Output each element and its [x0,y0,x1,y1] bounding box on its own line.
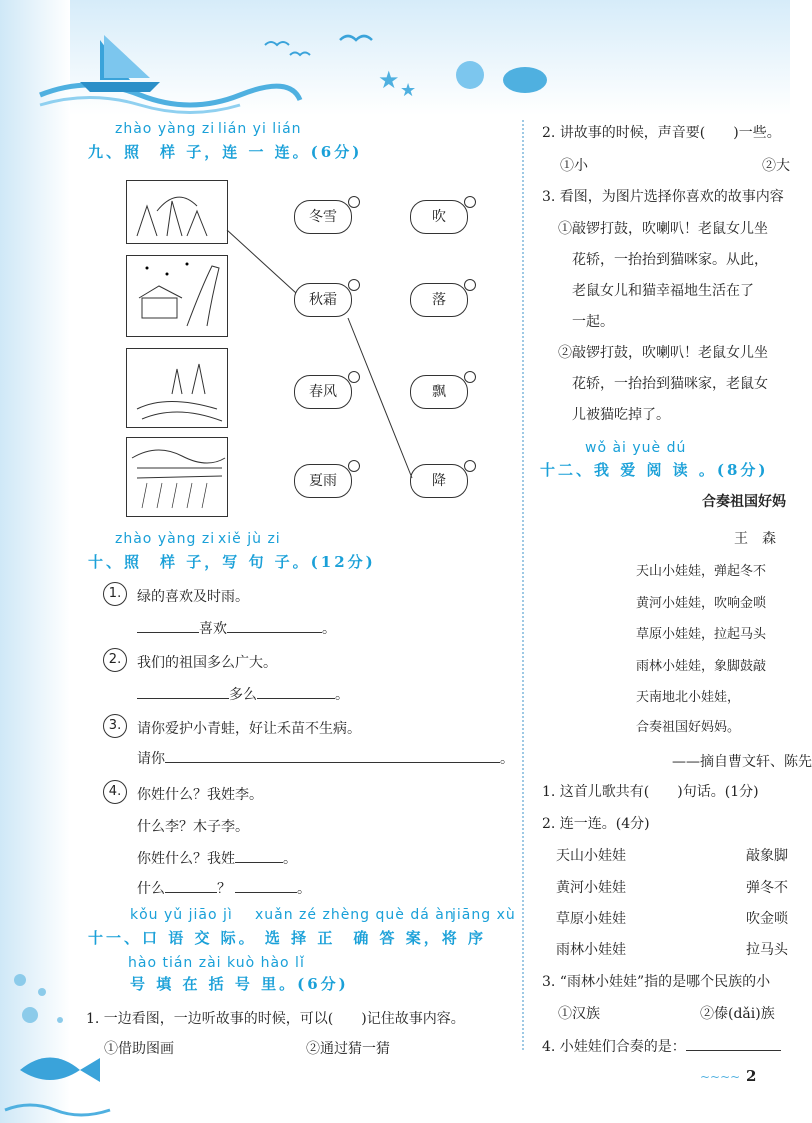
question-mark: ？ [217,881,231,897]
fill-line[interactable]: 什么 ？ 。 [137,881,311,897]
story-option-1-line: 花轿，一抬抬到猫咪家。从此， [572,252,768,268]
sec10-pinyin-1: zhào yàng zi [115,531,216,547]
fill-line[interactable]: 请你 。 [137,751,514,767]
example-sentence: 你姓什么？我姓李。 [137,787,263,803]
fill-line[interactable]: 多么 。 [137,684,349,704]
sec9-pinyin-2: lián yi lián [218,121,302,137]
option-a[interactable]: ①小 [560,158,588,174]
sec9-title: 九、照 样 子，连 一 连。(6分) [88,143,363,161]
sec11-pinyin-3: jiāng xù [452,907,516,923]
reading-question-1: 1. 这首儿歌共有( )句话。(1分) [542,784,759,800]
fill-word: 你姓什么？我姓 [137,851,235,867]
match-right-item[interactable]: 拉马头 [746,942,788,958]
fill-word: 请你 [137,751,165,767]
option-b[interactable]: ②大 [762,158,790,174]
example-sentence: 我们的祖国多么广大。 [137,655,277,671]
poem-line: 雨林小娃娃，象脚鼓敲 [636,659,767,674]
reading-question-2: 2. 连一连。(4分) [542,816,650,832]
story-option-1-line[interactable]: ①敲锣打鼓，吹喇叭！老鼠女儿坐 [558,221,768,237]
sec12-title: 十二、我 爱 阅 读 。(8分) [540,461,769,479]
poem-line: 天山小娃娃，弹起冬不 [636,564,767,579]
question-3: 3. 看图，为图片选择你喜欢的故事内容 [542,189,784,205]
question-1: 1. 一边看图，一边听故事的时候，可以( )记住故事内容。 [86,1011,465,1027]
match-right-item[interactable]: 敲象脚 [746,848,788,864]
sec12-pinyin: wǒ ài yuè dú [585,440,687,456]
word-label: 吹 [432,209,446,225]
item-number: 1. [103,582,127,606]
sec11-pinyin-4: hào tián zài kuò hào lǐ [128,955,305,971]
poem-title: 合奏祖国好妈 [702,494,786,510]
story-option-2-line[interactable]: ②敲锣打鼓，吹喇叭！老鼠女儿坐 [558,345,768,361]
match-right-item[interactable]: 吹金唢 [746,911,788,927]
poem-line: 合奏祖国好妈妈。 [636,720,741,735]
sec10-pinyin-2: xiě jù zi [218,531,281,547]
story-option-2-line: 儿被猫吃掉了。 [572,407,670,423]
sec11-pinyin-2: xuǎn zé zhèng què dá àn [255,907,455,923]
option-b[interactable]: ②傣(dǎi)族 [700,1006,775,1022]
reading-question-3: 3. “雨林小娃娃”指的是哪个民族的小 [542,974,771,990]
match-line [348,318,412,478]
wave-icon: ~~~~ [700,1070,741,1084]
match-line [227,230,296,293]
example-sentence-2: 什么李？木子李。 [137,819,249,835]
word-label: 春风 [309,384,337,400]
sec11-title-b: 号 填 在 括 号 里。(6分) [130,975,349,993]
option-a[interactable]: ①汉族 [558,1006,600,1022]
example-sentence: 请你爱护小青蛙，好让禾苗不生病。 [137,721,361,737]
starfish-icon: ★ [378,66,400,94]
option-b[interactable]: ②通过猜一猜 [306,1041,390,1057]
question-2: 2. 讲故事的时候，声音要( )一些。 [542,125,781,141]
fill-word: 什么 [137,881,165,897]
word-label: 秋霜 [309,292,337,308]
sec10-title: 十、照 样 子，写 句 子。(12分) [88,553,376,571]
word-label: 落 [432,292,446,308]
match-left-item[interactable]: 雨林小娃娃 [556,942,626,958]
page-number: 2 [746,1067,757,1085]
fill-line[interactable]: 你姓什么？我姓 。 [137,851,297,867]
match-left-item[interactable]: 黄河小娃娃 [556,880,626,896]
match-right-item[interactable]: 弹冬不 [746,880,788,896]
fill-word: 喜欢 [199,621,227,637]
item-number: 2. [103,648,127,672]
svg-text:★: ★ [400,80,417,101]
story-option-1-line: 一起。 [572,314,614,330]
match-left-item[interactable]: 天山小娃娃 [556,848,626,864]
poem-source: ——摘自曹文轩、陈先 [672,754,812,770]
item-number: 4. [103,780,127,804]
footer-fish-art [0,960,140,1123]
example-sentence: 绿的喜欢及时雨。 [137,589,249,605]
poem-line: 黄河小娃娃，吹响金唢 [636,596,767,611]
poem-line: 天南地北小娃娃， [636,690,741,705]
fish-icon [20,1058,80,1081]
story-option-2-line: 花轿，一抬抬到猫咪家，老鼠女 [572,376,768,392]
word-label: 夏雨 [309,473,337,489]
poem-author: 王 森 [734,531,776,547]
word-label: 冬雪 [309,209,337,225]
poem-line: 草原小娃娃，拉起马头 [636,627,767,642]
story-option-1-line: 老鼠女儿和猫幸福地生活在了 [572,283,754,299]
sec11-title-a: 十一、口 语 交 际。 选 择 正 确 答 案，将 序 [88,929,487,947]
question-text: 4. 小娃娃们合奏的是： [542,1039,686,1055]
sec11-pinyin-1: kǒu yǔ jiāo jì [130,907,233,923]
fill-line[interactable]: 喜欢 。 [137,618,336,638]
word-label: 飘 [432,384,446,400]
word-label: 降 [432,473,446,489]
sec9-pinyin-1: zhào yàng zi [115,121,216,137]
fill-word: 多么 [229,687,257,703]
item-number: 3. [103,714,127,738]
reading-question-4 [542,1036,781,1056]
option-a[interactable]: ①借助图画 [104,1041,174,1057]
match-left-item[interactable]: 草原小娃娃 [556,911,626,927]
